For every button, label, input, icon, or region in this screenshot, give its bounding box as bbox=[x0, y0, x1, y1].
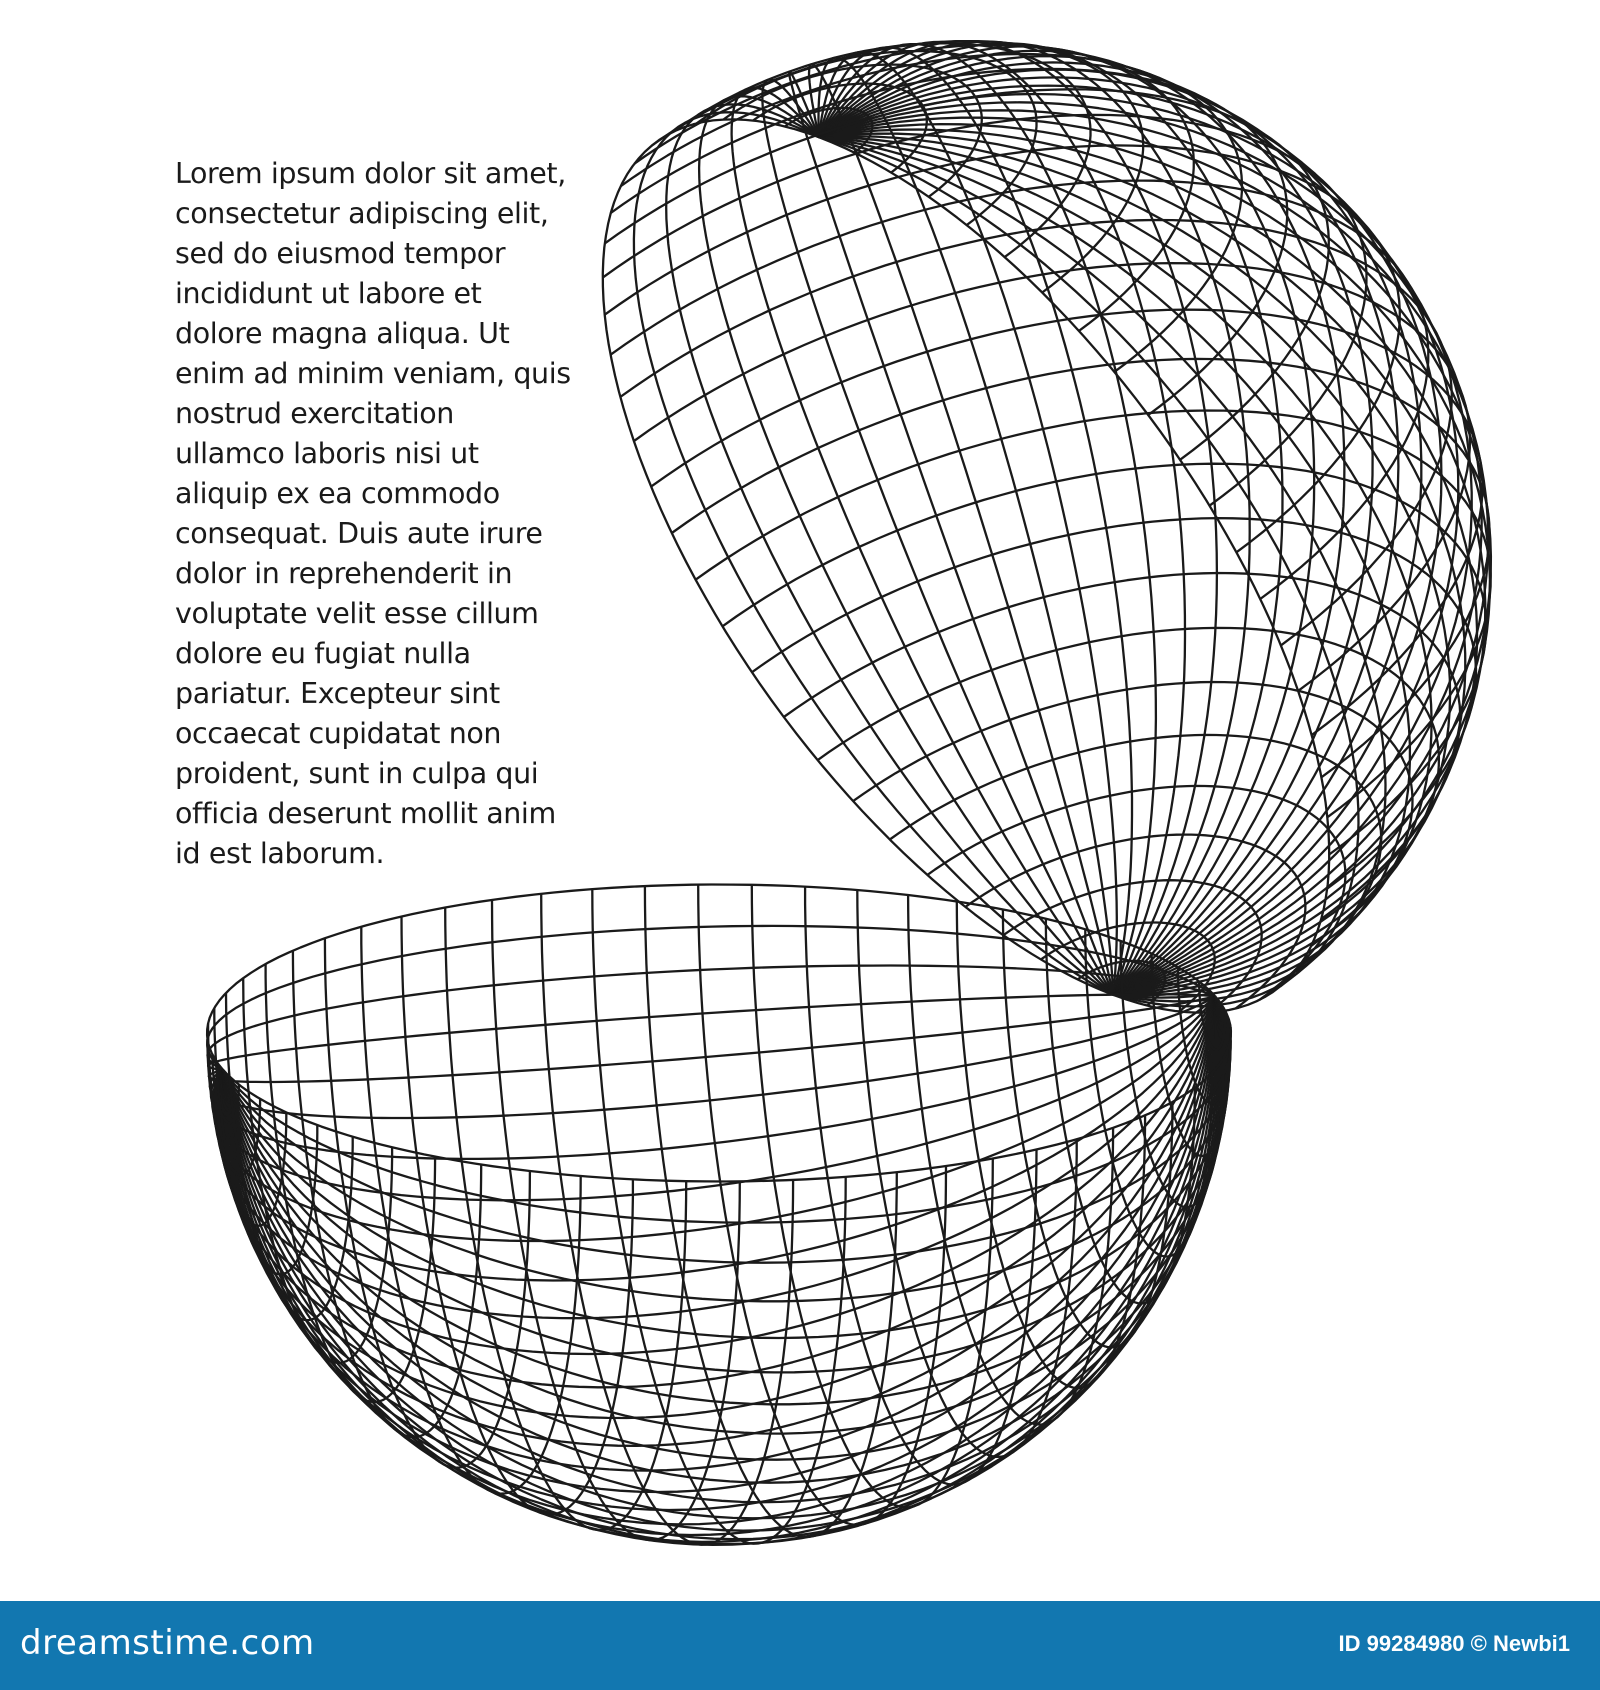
meridian-line bbox=[819, 56, 1373, 995]
paragraph-line: consequat. Duis aute irure bbox=[175, 517, 543, 550]
meridian-line bbox=[208, 994, 1215, 1069]
lorem-ipsum-paragraph bbox=[175, 154, 571, 874]
dreamstime-logo[interactable]: dreamstime.com bbox=[20, 1623, 315, 1663]
meridian-line bbox=[212, 996, 1215, 1200]
meridian-line bbox=[603, 119, 1113, 994]
paragraph-line: sed do eiusmod tempor bbox=[175, 237, 506, 270]
meridian-line bbox=[819, 41, 1217, 995]
watermark-footer bbox=[0, 1601, 1600, 1690]
meridian-line bbox=[208, 966, 1216, 1070]
paragraph-line: enim ad minim veniam, quis bbox=[175, 357, 571, 390]
meridian-line bbox=[819, 51, 1345, 995]
paragraph-line: occaecat cupidatat non bbox=[175, 717, 502, 750]
meridian-line bbox=[223, 996, 1219, 1530]
paragraph-line: id est laborum. bbox=[175, 837, 385, 870]
meridian-line bbox=[223, 996, 1215, 1524]
image-credit: ID 99284980 © Newbi1 bbox=[1338, 1631, 1570, 1656]
paragraph-line: officia deserunt mollit anim bbox=[175, 797, 556, 830]
parallel-line bbox=[890, 735, 1381, 987]
paragraph-line: aliquip ex ea commodo bbox=[175, 477, 500, 510]
paragraph-line: incididunt ut labore et bbox=[175, 277, 482, 310]
bottom-hemisphere-wireframe bbox=[207, 885, 1231, 1545]
paragraph-line: proident, sunt in culpa qui bbox=[175, 757, 539, 790]
meridian-line bbox=[223, 996, 1231, 1181]
paragraph-line: voluptate velit esse cillum bbox=[175, 597, 539, 630]
top-hemisphere-wireframe bbox=[603, 41, 1491, 1013]
paragraph-line: nostrud exercitation bbox=[175, 397, 454, 430]
paragraph-line: pariatur. Excepteur sint bbox=[175, 677, 500, 710]
meridian-line bbox=[223, 996, 1215, 1535]
paragraph-line: consectetur adipiscing elit, bbox=[175, 197, 549, 230]
paragraph-line: Lorem ipsum dolor sit amet, bbox=[175, 157, 566, 190]
paragraph-line: dolore magna aliqua. Ut bbox=[175, 317, 510, 350]
meridian-line bbox=[209, 996, 1215, 1082]
paragraph-line: ullamco laboris nisi ut bbox=[175, 437, 479, 470]
paragraph-line: dolor in reprehenderit in bbox=[175, 557, 513, 590]
meridian-line bbox=[207, 926, 1215, 1070]
parallel-line bbox=[784, 573, 1460, 919]
parallel-line bbox=[698, 885, 946, 1525]
parallel-line bbox=[651, 310, 1482, 735]
meridian-line bbox=[819, 47, 1132, 994]
paragraph-line: dolore eu fugiat nulla bbox=[175, 637, 471, 670]
